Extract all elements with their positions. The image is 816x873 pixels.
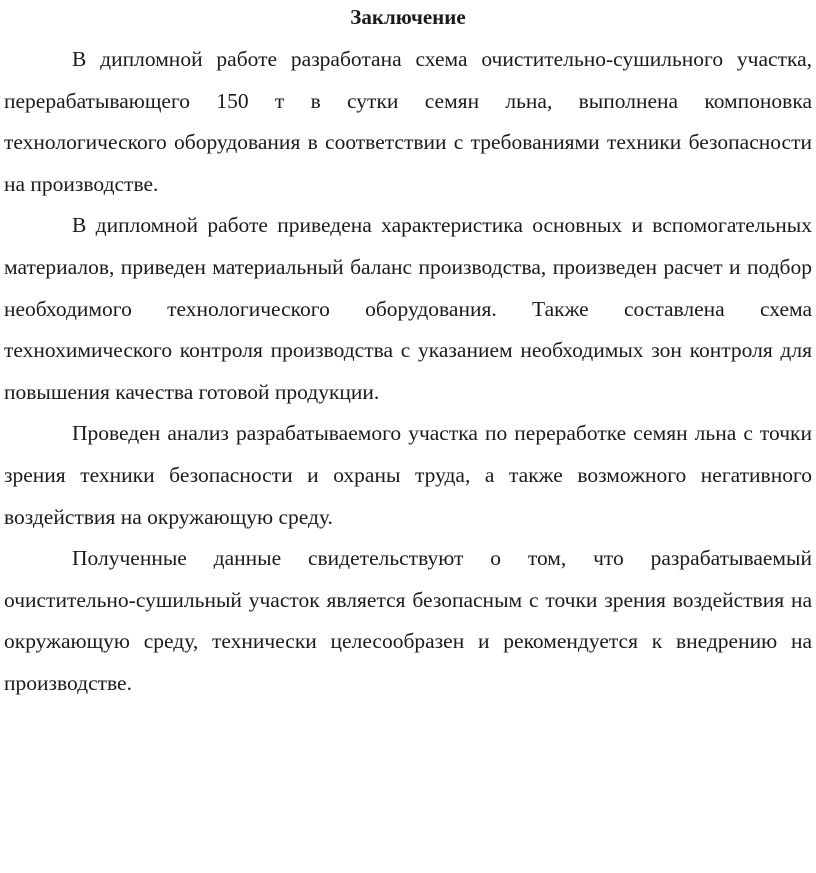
paragraph-4: Полученные данные свидетельствуют о том, что разрабатываемый очистительно-сушильный участок является безопасным с точки зрения воздействия на окружающую среду, технически целесообразен и рекомендуется к внедрению на производстве. <box>4 546 812 695</box>
document-title: Заключение <box>350 5 466 29</box>
paragraph-2: В дипломной работе приведена характеристика основных и вспомогательных материалов, приведен материальный баланс производства, произведен расчет и подбор необходимого технологического оборудования. Также составлена схема технохимического контроля производства с указанием необходимых зон контроля для повышения качества готовой продукции. <box>4 213 812 404</box>
paragraph-1: В дипломной работе разработана схема очистительно-сушильного участка, перерабатывающего 150 т в сутки семян льна, выполнена компоновка технологического оборудования в соответствии с требованиями техники безопасности на производстве. <box>4 47 812 196</box>
paragraph-3: Проведен анализ разрабатываемого участка по переработке семян льна с точки зрения техники безопасности и охраны труда, а также возможного негативного воздействия на окружающую среду. <box>4 421 812 529</box>
